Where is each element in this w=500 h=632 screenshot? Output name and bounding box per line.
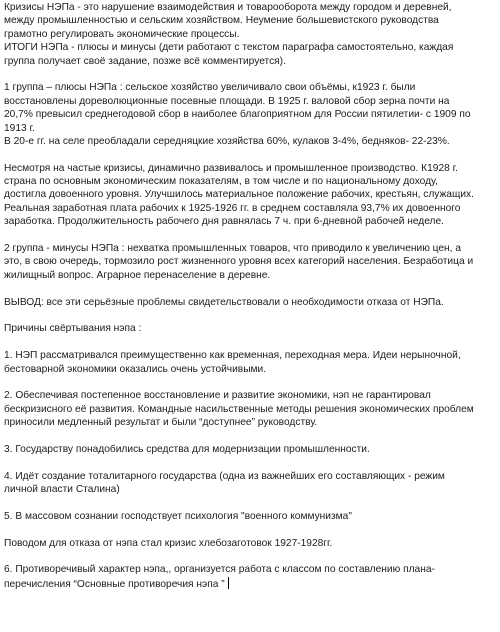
text-line: бескризисного её развития. Командные насильственные методы решения экономических проблем <box>4 403 474 415</box>
text-line: 20,7% превысил среднегодовой сбор в наиболее благоприятном для России пятилетии- с 1909 по <box>4 109 471 121</box>
text-line: 1913 г. <box>4 122 35 134</box>
text-line: 1 группа – плюсы НЭПа : сельское хозяйство увеличивало свои объёмы, к1923 г. были <box>4 82 416 94</box>
paragraph-reason-6 <box>4 563 494 590</box>
paragraph-spacer <box>4 282 494 295</box>
text-line: Причины свёртывания нэпа : <box>4 323 142 335</box>
text-line: 6. Противоречивый характер нэпа,, организуется работа с классом по составлению плана- <box>4 564 435 576</box>
paragraph-group1-pluses <box>4 81 494 135</box>
text-line: Поводом для отказа от нэпа стал кризис хлебозаготовок 1927-1928гг. <box>4 537 333 549</box>
text-line: личной власти Сталина) <box>4 484 120 496</box>
paragraph-spacer <box>4 376 494 389</box>
paragraph-reason-5 <box>4 510 494 523</box>
paragraph-spacer <box>4 496 494 509</box>
text-line: между промышленностью и сельским хозяйством. Неумение большевистского руководства <box>4 15 439 27</box>
document-body[interactable] <box>4 1 494 590</box>
text-line: В 20-е гг. на селе преобладали середняцкие хозяйства 60%, кулаков 3-4%, бедняков- 22-23%. <box>4 135 450 147</box>
paragraph-reason-2 <box>4 389 494 429</box>
text-line: восстановлены дореволюционные посевные площади. В 1925 г. валовой сбор зерна почти на <box>4 95 450 107</box>
paragraph-spacer <box>4 550 494 563</box>
text-line: ИТОГИ НЭПа - плюсы и минусы (дети работают с текстом параграфа самостоятельно, каждая <box>4 42 454 54</box>
paragraph-reason-3 <box>4 443 494 456</box>
text-line: страна по основным экономическим показателям, в том числе и по национальному доходу, <box>4 176 438 188</box>
paragraph-conclusion <box>4 296 494 309</box>
paragraph-intro <box>4 1 494 68</box>
text-line: 2 группа - минусы НЭПа : нехватка промышленных товаров, что приводило к увеличению цен, а <box>4 243 461 255</box>
paragraph-spacer <box>4 229 494 242</box>
paragraph-group2-minuses <box>4 242 494 282</box>
last-line-text: перечисления “Основные противоречия нэпа ” <box>4 578 225 590</box>
paragraph-reasons-heading <box>4 322 494 335</box>
text-line: Несмотря на частые кризисы, динамично развивалось и промышленное производство. К1928 г. <box>4 162 458 174</box>
text-line: грамотно регулировать экономические процессы. <box>4 28 240 40</box>
paragraph-village-households <box>4 135 494 148</box>
text-line: бестоварной экономики оказались очень устойчивыми. <box>4 363 267 375</box>
text-line: 5. В массовом сознании господствует психология "военного коммунизма" <box>4 510 352 522</box>
text-line: жилищный вопрос. Аграрное перенаселение в деревне. <box>4 269 271 281</box>
text-line: 3. Государству понадобились средства для модернизации промышленности. <box>4 443 370 455</box>
paragraph-pretext <box>4 537 494 550</box>
paragraph-industry <box>4 162 494 229</box>
paragraph-reason-4 <box>4 470 494 497</box>
text-line: приносили медленный результат и были “доступнее” руководству. <box>4 417 318 429</box>
text-line: ВЫВОД: все эти серьёзные проблемы свидетельствовали о необходимости отказа от НЭПа. <box>4 296 444 308</box>
paragraph-spacer <box>4 430 494 443</box>
text-line <box>4 577 494 590</box>
paragraph-spacer <box>4 456 494 469</box>
paragraph-spacer <box>4 68 494 81</box>
text-line: это, в свою очередь, тормозило рост жизненного уровня всех категорий населения. Безработица и <box>4 256 474 268</box>
text-line: группа получает своё задание, позже всё комментируется). <box>4 55 286 67</box>
paragraph-reason-1 <box>4 349 494 376</box>
text-line: Кризисы НЭПа - это нарушение взаимодействия и товарооборота между городом и деревней, <box>4 2 452 13</box>
text-line: заработка. Продолжительность рабочего дня равнялась 7 ч. при 6-дневной рабочей неделе. <box>4 216 444 228</box>
paragraph-spacer <box>4 523 494 536</box>
paragraph-spacer <box>4 148 494 161</box>
paragraph-spacer <box>4 309 494 322</box>
text-line: 4. Идёт создание тоталитарного государства (одна из важнейших его составляющих - режим <box>4 470 445 482</box>
text-cursor <box>228 577 230 589</box>
text-line: 1. НЭП рассматривался преимущественно как временная, переходная мера. Идеи нерыночной, <box>4 350 461 362</box>
text-line: Реальная заработная плата рабочих к 1925-1926 гг. в среднем составляла 93,7% их довоенного <box>4 202 461 214</box>
text-line: 2. Обеспечивая постепенное восстановление и развитие экономики, нэп не гарантировал <box>4 390 431 402</box>
text-line: достигла довоенного уровня. Улучшилось материальное положение рабочих, крестьян, служащих. <box>4 189 474 201</box>
paragraph-spacer <box>4 336 494 349</box>
